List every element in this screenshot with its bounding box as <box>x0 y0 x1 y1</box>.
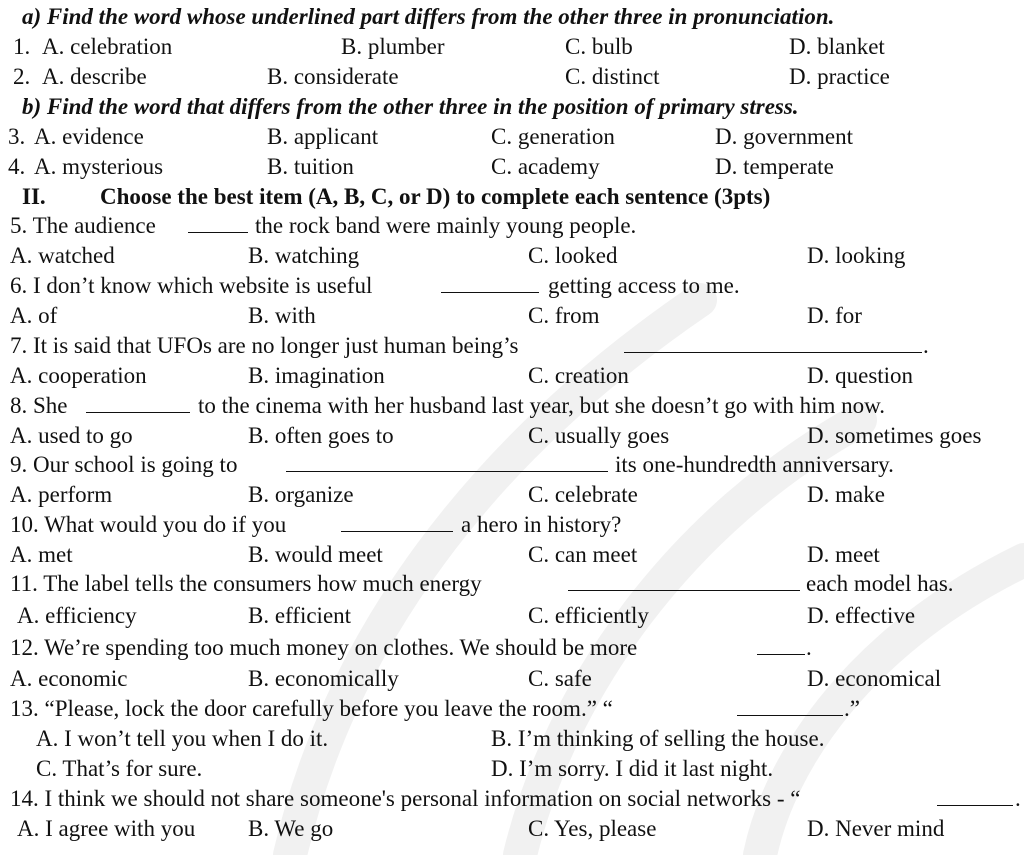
option-b[interactable]: B. imagination <box>248 363 385 388</box>
option-a[interactable]: A. evidence <box>34 124 144 149</box>
option-c[interactable]: C. bulb <box>565 34 633 59</box>
question-13-options-row-2 <box>0 754 1024 784</box>
question-9-stem: 9. Our school is going to its one-hundredth anniversary. <box>10 452 894 477</box>
question-12-stem: 12. We’re spending too much money on clothes. We should be more . <box>10 635 812 660</box>
option-b[interactable]: B. I’m thinking of selling the house. <box>491 726 825 751</box>
option-a[interactable]: A. celebration <box>42 34 173 59</box>
answer-blank[interactable] <box>624 332 922 353</box>
option-a[interactable]: A. I won’t tell you when I do it. <box>36 726 329 751</box>
option-a[interactable]: A. describe <box>42 64 147 89</box>
option-c[interactable]: C. safe <box>528 666 592 691</box>
option-a[interactable]: A. met <box>10 542 73 567</box>
part-a-heading: a) Find the word whose underlined part differs from the other three in pronunciation. <box>22 4 835 29</box>
question-13-options-row-1 <box>0 724 1024 754</box>
option-d[interactable]: D. practice <box>789 64 890 89</box>
option-b[interactable]: B. We go <box>248 816 334 841</box>
question-4: 4. A. mysterious B. tuition C. academy D. temperate <box>0 152 1024 182</box>
question-5-stem: 5. The audience the rock band were mainly young people. <box>10 213 637 238</box>
option-a[interactable]: A. mysterious <box>34 154 164 179</box>
option-d[interactable]: D. government <box>715 124 853 149</box>
answer-blank[interactable] <box>757 634 805 655</box>
question-3: 3. A. evidence B. applicant C. generation D. government <box>0 122 1024 152</box>
option-d[interactable]: D. make <box>807 482 885 507</box>
question-14-options <box>0 814 1024 844</box>
answer-blank[interactable] <box>341 511 453 532</box>
option-c[interactable]: C. That’s for sure. <box>36 756 203 781</box>
question-8-options <box>0 421 1024 451</box>
option-d[interactable]: D. temperate <box>715 154 834 179</box>
question-11-options <box>0 601 1024 631</box>
question-11-stem: 11. The label tells the consumers how much energy each model has. <box>10 571 954 596</box>
question-9-options <box>0 480 1024 510</box>
option-d[interactable]: D. effective <box>807 603 916 628</box>
question-12-options <box>0 664 1024 694</box>
question-1: 1. A. celebration B. plumber C. bulb D. blanket <box>0 32 1024 62</box>
option-a[interactable]: A. cooperation <box>10 363 147 388</box>
option-b[interactable]: B. plumber <box>341 34 445 59</box>
option-a[interactable]: A. watched <box>10 243 115 268</box>
option-d[interactable]: D. blanket <box>789 34 885 59</box>
question-13-stem: 13. “Please, lock the door carefully before you leave the room.” “ .” <box>10 696 860 721</box>
option-a[interactable]: A. perform <box>10 482 113 507</box>
answer-blank[interactable] <box>86 392 190 413</box>
option-b[interactable]: B. considerate <box>267 64 399 89</box>
option-b[interactable]: B. would meet <box>248 542 383 567</box>
option-a[interactable]: A. used to go <box>10 423 133 448</box>
option-c[interactable]: C. creation <box>528 363 629 388</box>
answer-blank[interactable] <box>441 272 539 293</box>
option-b[interactable]: B. often goes to <box>248 423 394 448</box>
answer-blank[interactable] <box>286 451 608 472</box>
option-b[interactable]: B. efficient <box>248 603 352 628</box>
option-d[interactable]: D. economical <box>807 666 942 691</box>
option-c[interactable]: C. distinct <box>565 64 660 89</box>
option-d[interactable]: D. I’m sorry. I did it last night. <box>491 756 774 781</box>
option-b[interactable]: B. tuition <box>267 154 354 179</box>
question-10-stem: 10. What would you do if you a hero in history? <box>10 512 622 537</box>
option-c[interactable]: C. celebrate <box>528 482 638 507</box>
option-d[interactable]: D. for <box>807 303 862 328</box>
question-6-stem: 6. I don’t know which website is useful getting access to me. <box>10 273 740 298</box>
option-a[interactable]: A. economic <box>10 666 128 691</box>
option-b[interactable]: B. applicant <box>267 124 379 149</box>
question-7-stem: 7. It is said that UFOs are no longer just human being’s . <box>10 333 929 358</box>
option-b[interactable]: B. watching <box>248 243 360 268</box>
option-c[interactable]: C. looked <box>528 243 618 268</box>
option-a[interactable]: A. I agree with you <box>17 816 196 841</box>
question-10-options <box>0 540 1024 570</box>
option-b[interactable]: B. with <box>248 303 316 328</box>
option-c[interactable]: C. can meet <box>528 542 638 567</box>
question-8-stem: 8. She to the cinema with her husband last year, but she doesn’t go with him now. <box>10 393 886 418</box>
answer-blank[interactable] <box>737 695 843 716</box>
option-c[interactable]: C. Yes, please <box>528 816 657 841</box>
option-d[interactable]: D. meet <box>807 542 880 567</box>
option-a[interactable]: A. efficiency <box>17 603 137 628</box>
question-5-options <box>0 241 1024 271</box>
option-c[interactable]: C. efficiently <box>528 603 649 628</box>
option-c[interactable]: C. academy <box>491 154 600 179</box>
question-7-options <box>0 361 1024 391</box>
option-d[interactable]: D. question <box>807 363 914 388</box>
option-b[interactable]: B. economically <box>248 666 399 691</box>
part-b-heading: b) Find the word that differs from the other three in the position of primary stress. <box>22 94 799 119</box>
question-2: 2. A. describe B. considerate C. distinct D. practice <box>0 62 1024 92</box>
option-b[interactable]: B. organize <box>248 482 354 507</box>
option-c[interactable]: C. generation <box>491 124 615 149</box>
option-d[interactable]: D. Never mind <box>807 816 945 841</box>
answer-blank[interactable] <box>937 785 1013 806</box>
option-c[interactable]: C. from <box>528 303 600 328</box>
option-d[interactable]: D. looking <box>807 243 906 268</box>
option-a[interactable]: A. of <box>10 303 58 328</box>
question-14-stem: 14. I think we should not share someone's personal information on social networks - “ . <box>10 786 1021 811</box>
question-6-options <box>0 301 1024 331</box>
answer-blank[interactable] <box>188 212 248 233</box>
section-2-heading: II. Choose the best item (A, B, C, or D) to complete each sentence (3pts) <box>22 184 771 209</box>
option-d[interactable]: D. sometimes goes <box>807 423 982 448</box>
answer-blank[interactable] <box>568 570 800 591</box>
option-c[interactable]: C. usually goes <box>528 423 670 448</box>
